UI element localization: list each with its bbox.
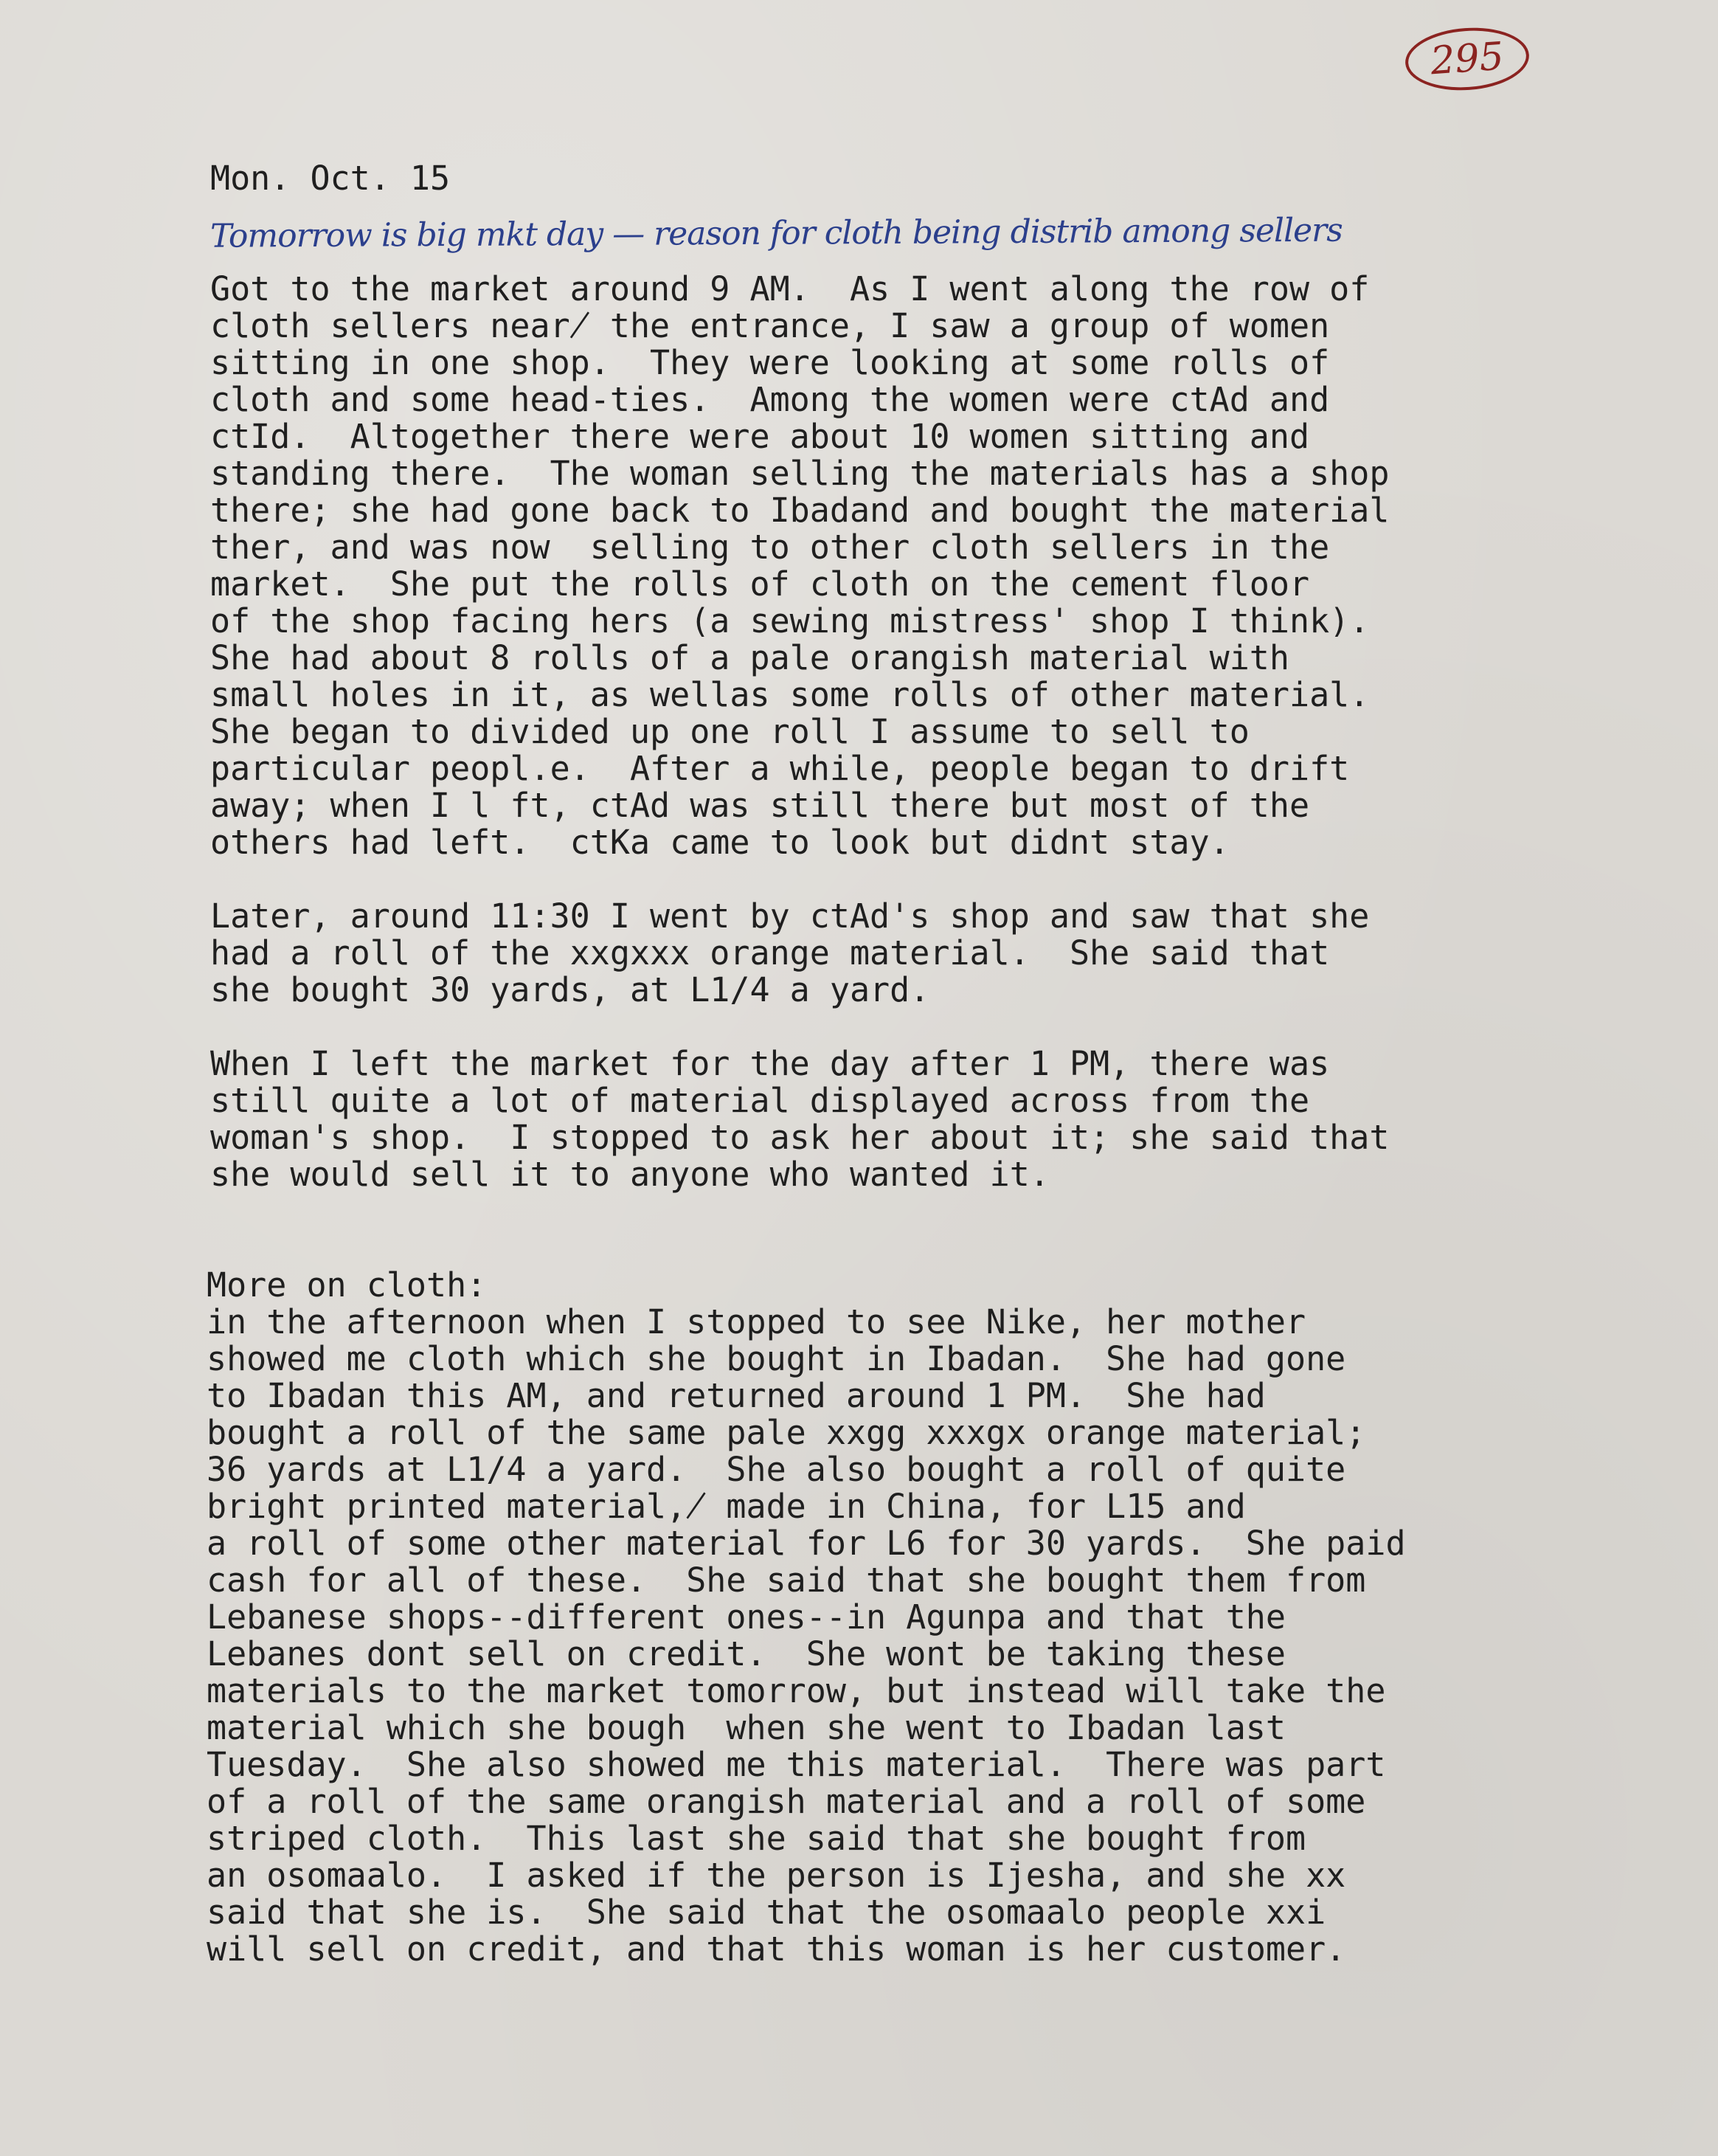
entry-date: Mon. Oct. 15	[210, 159, 451, 198]
handwritten-annotation: Tomorrow is big mkt day — reason for cloth being distrib among sellers	[209, 211, 1343, 255]
paragraph-market-morning: Got to the market around 9 AM. As I went along the row of cloth sellers near̸ the entrance, I saw a group of women sitting in one shop. They were looking at some rolls of cloth and some head-ties. Among the women were ctAd and ctId. Altogether there were about 10 women sitting and standing there. The woman selling the materials has a shop there; she had gone back to Ibadand and bought the material ther, and was now selling to other cloth sellers in the market. She put the rolls of cloth on the cement floor of the shop facing hers (a sewing mistress' shop I think). She had about 8 rolls of a pale orangish material with small holes in it, as wellas some rolls of other material. She began to divided up one roll I assume to sell to particular peopl.e. After a while, people began to drift away; when I l ft, ctAd was still there but most of the others had left. ctKa came to look but didnt stay.	[210, 269, 1390, 862]
paragraph-ctad-shop: Later, around 11:30 I went by ctAd's shop and saw that she had a roll of the xxgxxx orange material. She said that she bought 30 yards, at L1/4 a yard.	[210, 896, 1370, 1009]
paragraph-leaving-market: When I left the market for the day after 1 PM, there was still quite a lot of material displayed across from the woman's shop. I stopped to ask her about it; she said that she would sell it to anyone who wanted it.	[210, 1044, 1390, 1194]
section-heading-more-on-cloth: More on cloth:	[207, 1265, 487, 1305]
paragraph-nike-mother-cloth: in the afternoon when I stopped to see Nike, her mother showed me cloth which she bought in Ibadan. She had gone to Ibadan this AM, and returned around 1 PM. She had bought a roll of the same pale xxgg xxxgx orange material; 36 yards at L1/4 a yard. She also bought a roll of quite bright printed material,̸ made in China, for L15 and a roll of some other material for L6 for 30 yards. She paid cash for all of these. She said that she bought them from Lebanese shops--different ones--in Agunpa and that the Lebanes dont sell on credit. She wont be taking these materials to the market tomorrow, but instead will take the material which she bough when she went to Ibadan last Tuesday. She also showed me this material. There was part of a roll of the same orangish material and a roll of some striped cloth. This last she said that she bought from an osomaalo. I asked if the person is Ijesha, and she xx said that she is. She said that the osomaalo people xxi will sell on credit, and that this woman is her customer.	[207, 1302, 1406, 1969]
page-number-circled: 295	[1403, 24, 1531, 94]
